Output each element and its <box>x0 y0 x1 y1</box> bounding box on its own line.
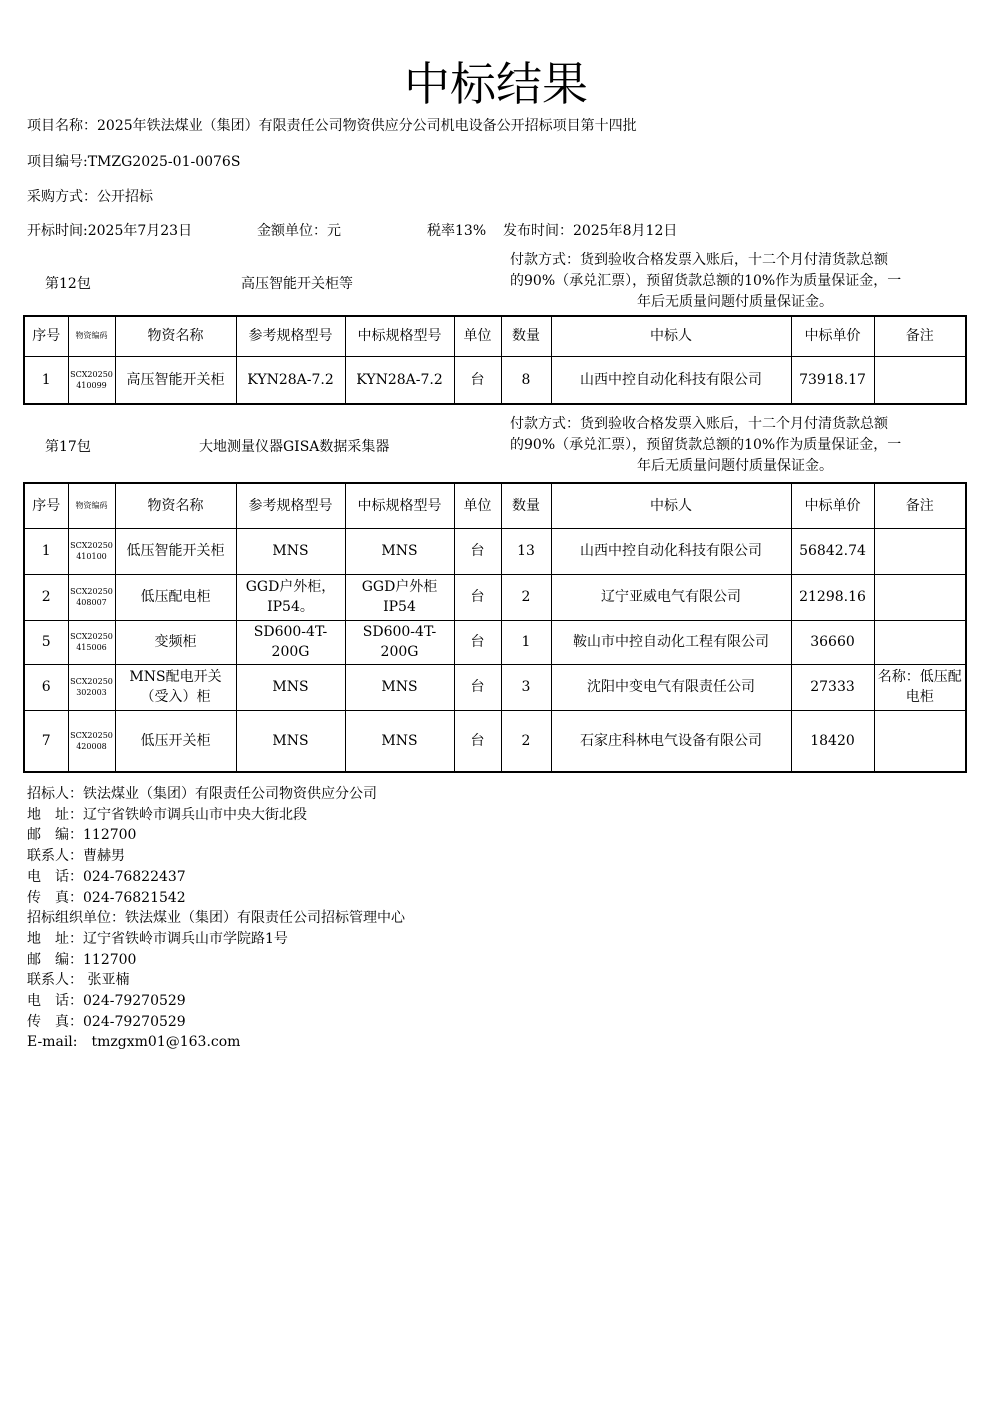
contact-line: 地 址：辽宁省铁岭市调兵山市学院路1号 <box>27 930 288 947</box>
row-ref-spec: MNS <box>236 710 345 772</box>
row-name: MNS配电开关（受入）柜 <box>115 664 236 710</box>
row-price: 27333 <box>791 664 874 710</box>
header-cell: 参考规格型号 <box>236 483 345 528</box>
result-table <box>23 482 967 773</box>
header-cell: 中标人 <box>551 316 791 356</box>
row-price: 18420 <box>791 710 874 772</box>
row-ref-spec: SD600-4T-200G <box>236 620 345 664</box>
row-ref-spec: KYN28A-7.2 <box>236 356 345 404</box>
header-cell: 序号 <box>24 483 68 528</box>
contact-line: 招标组织单位：铁法煤业（集团）有限责任公司招标管理中心 <box>27 910 405 927</box>
row-winner: 鞍山市中控自动化工程有限公司 <box>551 620 791 664</box>
payment-line: 付款方式：货到验收合格发票入账后，十二个月付清货款总额 <box>510 416 888 432</box>
row-spec: MNS <box>345 710 454 772</box>
row-spec: GGD户外柜IP54 <box>345 574 454 620</box>
header-cell: 单位 <box>454 483 501 528</box>
row-qty: 3 <box>501 664 551 710</box>
payment-line: 年后无质量问题付质量保证金。 <box>637 294 833 310</box>
row-name: 低压智能开关柜 <box>115 528 236 574</box>
table-header-row <box>24 483 966 528</box>
row-ref-spec: GGD户外柜，IP54。 <box>236 574 345 620</box>
payment-line: 付款方式：货到验收合格发票入账后，十二个月付清货款总额 <box>510 252 888 268</box>
contact-line: 联系人： 张亚楠 <box>27 972 130 989</box>
row-ref-spec: MNS <box>236 664 345 710</box>
project-name: 项目名称：2025年铁法煤业（集团）有限责任公司物资供应分公司机电设备公开招标项目第十四批 <box>27 118 637 134</box>
row-price: 56842.74 <box>791 528 874 574</box>
table-row <box>24 620 966 664</box>
header-cell: 物资名称 <box>115 483 236 528</box>
contact-line: 传 真：024-76821542 <box>27 889 186 906</box>
row-code: SCX20250 408007 <box>68 574 115 620</box>
row-qty: 13 <box>501 528 551 574</box>
project-number: 项目编号:TMZG2025-01-0076S <box>27 154 241 170</box>
row-name: 高压智能开关柜 <box>115 356 236 404</box>
header-cell: 中标单价 <box>791 483 874 528</box>
header-cell: 中标规格型号 <box>345 483 454 528</box>
row-no: 1 <box>24 356 68 404</box>
header-cell: 物资编码 <box>68 483 115 528</box>
row-winner: 山西中控自动化科技有限公司 <box>551 528 791 574</box>
row-spec: KYN28A-7.2 <box>345 356 454 404</box>
row-code: SCX20250 302003 <box>68 664 115 710</box>
row-unit: 台 <box>454 710 501 772</box>
table-row <box>24 664 966 710</box>
payment-terms <box>510 250 960 313</box>
open-time: 开标时间:2025年7月23日 <box>27 223 193 239</box>
table-row <box>24 528 966 574</box>
header-cell: 物资编码 <box>68 316 115 356</box>
row-winner: 沈阳中变电气有限责任公司 <box>551 664 791 710</box>
header-cell: 参考规格型号 <box>236 316 345 356</box>
result-table <box>23 315 967 405</box>
row-winner: 石家庄科林电气设备有限公司 <box>551 710 791 772</box>
row-no: 6 <box>24 664 68 710</box>
header-cell: 中标单价 <box>791 316 874 356</box>
row-unit: 台 <box>454 528 501 574</box>
page-title: 中标结果 <box>404 57 588 111</box>
payment-line: 年后无质量问题付质量保证金。 <box>637 458 833 474</box>
header-cell: 序号 <box>24 316 68 356</box>
payment-terms <box>510 414 960 477</box>
row-unit: 台 <box>454 664 501 710</box>
row-unit: 台 <box>454 356 501 404</box>
header-cell: 数量 <box>501 483 551 528</box>
row-note <box>874 528 966 574</box>
row-price: 73918.17 <box>791 356 874 404</box>
header-cell: 物资名称 <box>115 316 236 356</box>
row-no: 5 <box>24 620 68 664</box>
table-row <box>24 574 966 620</box>
header-cell: 备注 <box>874 316 966 356</box>
contact-line: 招标人：铁法煤业（集团）有限责任公司物资供应分公司 <box>27 786 377 802</box>
row-note <box>874 356 966 404</box>
header-cell: 中标人 <box>551 483 791 528</box>
tax-rate: 税率13% <box>427 223 487 239</box>
row-spec: MNS <box>345 664 454 710</box>
row-no: 2 <box>24 574 68 620</box>
row-price: 36660 <box>791 620 874 664</box>
row-code: SCX20250 420008 <box>68 710 115 772</box>
row-spec: SD600-4T-200G <box>345 620 454 664</box>
publish-time: 发布时间：2025年8月12日 <box>503 223 678 239</box>
contact-line: 电 话：024-76822437 <box>27 868 186 885</box>
row-winner: 山西中控自动化科技有限公司 <box>551 356 791 404</box>
header-cell: 单位 <box>454 316 501 356</box>
row-name: 低压开关柜 <box>115 710 236 772</box>
row-qty: 2 <box>501 574 551 620</box>
row-code: SCX20250 410100 <box>68 528 115 574</box>
contact-line: 地 址：辽宁省铁岭市调兵山市中央大街北段 <box>27 806 307 823</box>
package-name: 大地测量仪器GISA数据采集器 <box>199 439 390 455</box>
contact-block <box>27 784 405 1053</box>
table-row <box>24 356 966 404</box>
row-winner: 辽宁亚威电气有限公司 <box>551 574 791 620</box>
row-qty: 2 <box>501 710 551 772</box>
row-note <box>874 710 966 772</box>
package-label: 第17包 <box>45 439 91 455</box>
row-name: 变频柜 <box>115 620 236 664</box>
header-cell: 中标规格型号 <box>345 316 454 356</box>
row-unit: 台 <box>454 620 501 664</box>
package-label: 第12包 <box>45 276 91 292</box>
row-spec: MNS <box>345 528 454 574</box>
row-qty: 8 <box>501 356 551 404</box>
row-name: 低压配电柜 <box>115 574 236 620</box>
table-row <box>24 710 966 772</box>
package-name: 高压智能开关柜等 <box>241 276 353 292</box>
header-cell: 备注 <box>874 483 966 528</box>
row-price: 21298.16 <box>791 574 874 620</box>
contact-email: E-mail: tmzgxm01@163.com <box>27 1034 241 1051</box>
row-qty: 1 <box>501 620 551 664</box>
row-unit: 台 <box>454 574 501 620</box>
header-cell: 数量 <box>501 316 551 356</box>
contact-line: 传 真：024-79270529 <box>27 1013 186 1030</box>
row-no: 7 <box>24 710 68 772</box>
contact-line: 邮 编：112700 <box>27 827 137 844</box>
payment-line: 的90%（承兑汇票），预留货款总额的10%作为质量保证金，一 <box>510 273 902 289</box>
row-note <box>874 574 966 620</box>
currency-unit: 金额单位：元 <box>257 223 341 239</box>
table-header-row <box>24 316 966 356</box>
row-note <box>874 620 966 664</box>
row-note: 名称：低压配电柜 <box>874 664 966 710</box>
row-code: SCX20250 410099 <box>68 356 115 404</box>
procurement-method: 采购方式：公开招标 <box>27 189 153 205</box>
payment-line: 的90%（承兑汇票），预留货款总额的10%作为质量保证金，一 <box>510 437 902 453</box>
row-ref-spec: MNS <box>236 528 345 574</box>
contact-line: 电 话：024-79270529 <box>27 993 186 1010</box>
contact-line: 联系人：曹赫男 <box>27 848 125 865</box>
row-code: SCX20250 415006 <box>68 620 115 664</box>
row-no: 1 <box>24 528 68 574</box>
contact-line: 邮 编：112700 <box>27 951 137 968</box>
